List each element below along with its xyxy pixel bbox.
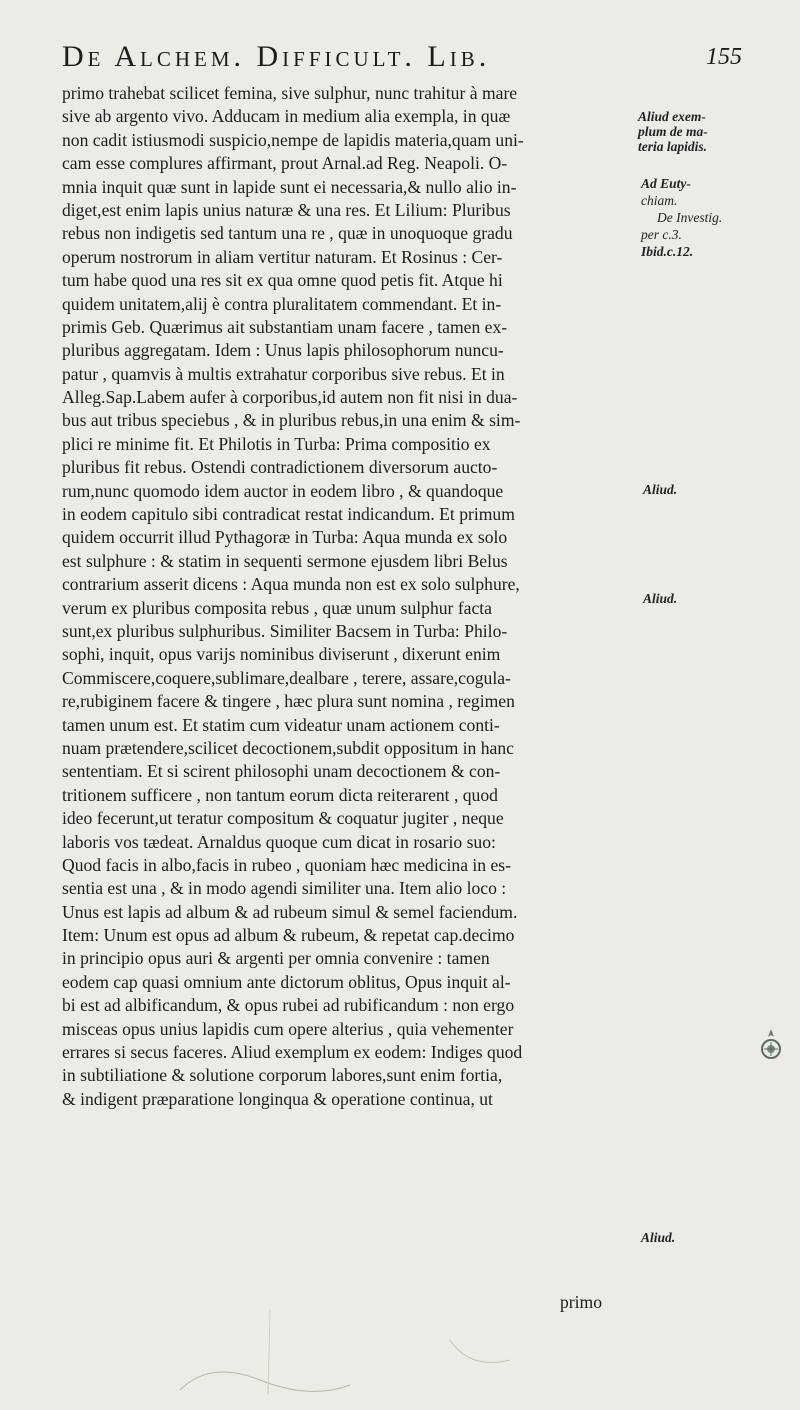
page-number: 155 xyxy=(706,44,742,70)
text-line: tamen unum est. Et statim cum videatur unam actionem conti- xyxy=(62,714,500,735)
margin-note-line: teria lapidis. xyxy=(638,139,708,154)
text-line: cam esse complures affirmant, prout Arnal.ad Reg. Neapoli. O- xyxy=(62,153,508,174)
text-line: Quod facis in albo,facis in rubeo , quoniam hæc medicina in es- xyxy=(62,854,512,875)
text-line: contrarium asserit dicens : Aqua munda non est ex solo sulphure, xyxy=(62,574,520,595)
text-line: sentia est una , & in modo agendi similiter una. Item alio loco : xyxy=(62,878,507,899)
margin-note-aliud xyxy=(641,1230,675,1245)
text-line: eodem cap quasi omnium ante dictorum oblitus, Opus inquit al- xyxy=(62,971,511,992)
text-line: verum ex pluribus composita rebus , quæ unum sulphur facta xyxy=(62,597,492,618)
text-line: tum habe quod una res sit ex qua omne quod petis fit. Atque hi xyxy=(62,270,503,291)
text-line: re,rubiginem facere & tingere , hæc plura sunt nomina , regimen xyxy=(62,691,515,712)
margin-note-line: Aliud. xyxy=(643,482,678,497)
margin-note-line: per c.3. xyxy=(641,227,682,242)
text-line: primo trahebat scilicet femina, sive sulphur, nunc trahitur à mare xyxy=(62,83,518,103)
running-head: De Alchem. Difficult. Lib. xyxy=(62,40,491,73)
text-line: sive ab argento vivo. Adducam in medium alia exempla, in quæ xyxy=(62,106,511,127)
text-line: ideo fecerunt,ut teratur compositum & coquatur jugiter , neque xyxy=(62,808,504,829)
text-line: Unus est lapis ad album & ad rubeum simul & semel faciendum. xyxy=(62,901,518,922)
text-line: Item: Unum est opus ad album & rubeum, & repetat cap.decimo xyxy=(62,925,515,946)
text-line: misceas opus unius lapidis cum opere alterius , quia vehementer xyxy=(62,1018,514,1039)
margin-note-line: Aliud. xyxy=(643,591,678,606)
text-line: sunt,ex pluribus sulphuribus. Similiter Bacsem in Turba: Philo- xyxy=(62,620,508,641)
text-line: est sulphure : & statim in sequenti sermone ejusdem libri Belus xyxy=(62,550,508,571)
text-line: in subtiliatione & solutione corporum labores,sunt enim fortia, xyxy=(62,1065,503,1086)
text-line: errares si secus faceres. Aliud exemplum ex eodem: Indiges quod xyxy=(62,1042,523,1063)
text-line: quidem unitatem,alij è contra pluralitatem commendant. Et in- xyxy=(62,293,502,314)
text-line: nuam prætendere,scilicet decoctionem,subdit oppositum in hanc xyxy=(62,737,514,758)
library-stamp-icon xyxy=(758,1027,784,1063)
text-line: non cadit istiusmodi suspicio,nempe de lapidis materia,quam uni- xyxy=(62,129,524,150)
margin-note-line: De Investig. xyxy=(657,210,723,225)
margin-note-aliud xyxy=(643,591,677,606)
text-line: primis Geb. Quærimus ait substantiam unam facere , tamen ex- xyxy=(62,316,508,337)
text-line: Alleg.Sap.Labem aufer à corporibus,id autem non fit nisi in dua- xyxy=(62,387,518,408)
text-line: bus aut tribus speciebus , & in pluribus rebus,in una enim & sim- xyxy=(62,410,521,431)
text-line: pluribus fit rebus. Ostendi contradictionem diversorum aucto- xyxy=(62,457,498,478)
text-line: Commiscere,coquere,sublimare,dealbare , terere, assare,cogula- xyxy=(62,667,511,688)
text-line: mnia inquit quæ sunt in lapide sunt ei necessaria,& nullo alio in- xyxy=(62,176,517,197)
margin-note-line: Aliud. xyxy=(641,1230,676,1245)
text-line: laboris vos tædeat. Arnaldus quoque cum dicat in rosario suo: xyxy=(62,831,496,852)
text-line: operum nostrorum in aliam vertitur naturam. Et Rosinus : Cer- xyxy=(62,246,503,267)
margin-note-line: Ibid.c.12. xyxy=(641,244,694,259)
text-line: pluribus aggregatam. Idem : Unus lapis philosophorum nuncu- xyxy=(62,340,504,361)
text-line: rebus non indigetis sed tantum una re , quæ in unoquoque gradu xyxy=(62,223,513,244)
text-line: patur , quamvis à multis extrahatur corporibus sive rebus. Et in xyxy=(62,363,505,384)
text-line: rum,nunc quomodo idem auctor in eodem libro , & quandoque xyxy=(62,480,504,501)
margin-note-line: Aliud exem- xyxy=(638,109,706,124)
margin-note-ad-eutychiam xyxy=(641,175,722,260)
text-line: quidem occurrit illud Pythagoræ in Turba: Aqua munda ex solo xyxy=(62,527,508,548)
margin-note-line: Ad Euty- xyxy=(641,176,691,191)
text-line: sententiam. Et si scirent philosophi unam decoctionem & con- xyxy=(62,761,501,782)
text-line: in principio opus auri & argenti per omnia convenire : tamen xyxy=(62,948,490,969)
margin-note-line: plum de ma- xyxy=(638,124,708,139)
margin-note-line: chiam. xyxy=(641,193,678,208)
catchword: primo xyxy=(560,1292,603,1312)
text-line: & indigent præparatione longinqua & operatione continua, ut xyxy=(62,1088,493,1109)
text-line: sophi, inquit, opus varijs nominibus diviserunt , dixerunt enim xyxy=(62,644,501,665)
text-line: plici re minime fit. Et Philotis in Turba: Prima compositio ex xyxy=(62,433,491,454)
margin-note-aliud xyxy=(643,482,677,497)
page-header xyxy=(62,40,762,84)
paper-stain xyxy=(150,1300,650,1400)
text-line: diget,est enim lapis unius naturæ & una res. Et Lilium: Pluribus xyxy=(62,199,511,220)
text-line: in eodem capitulo sibi contradicat restat indicandum. Et primum xyxy=(62,504,515,525)
body-text xyxy=(62,82,632,1111)
margin-note-aliud-exemplum xyxy=(638,109,708,154)
text-line: bi est ad albificandum, & opus rubei ad rubificandum : non ergo xyxy=(62,995,515,1016)
text-line: tritionem sufficere , non tantum eorum dicta reiterarent , quod xyxy=(62,784,498,805)
